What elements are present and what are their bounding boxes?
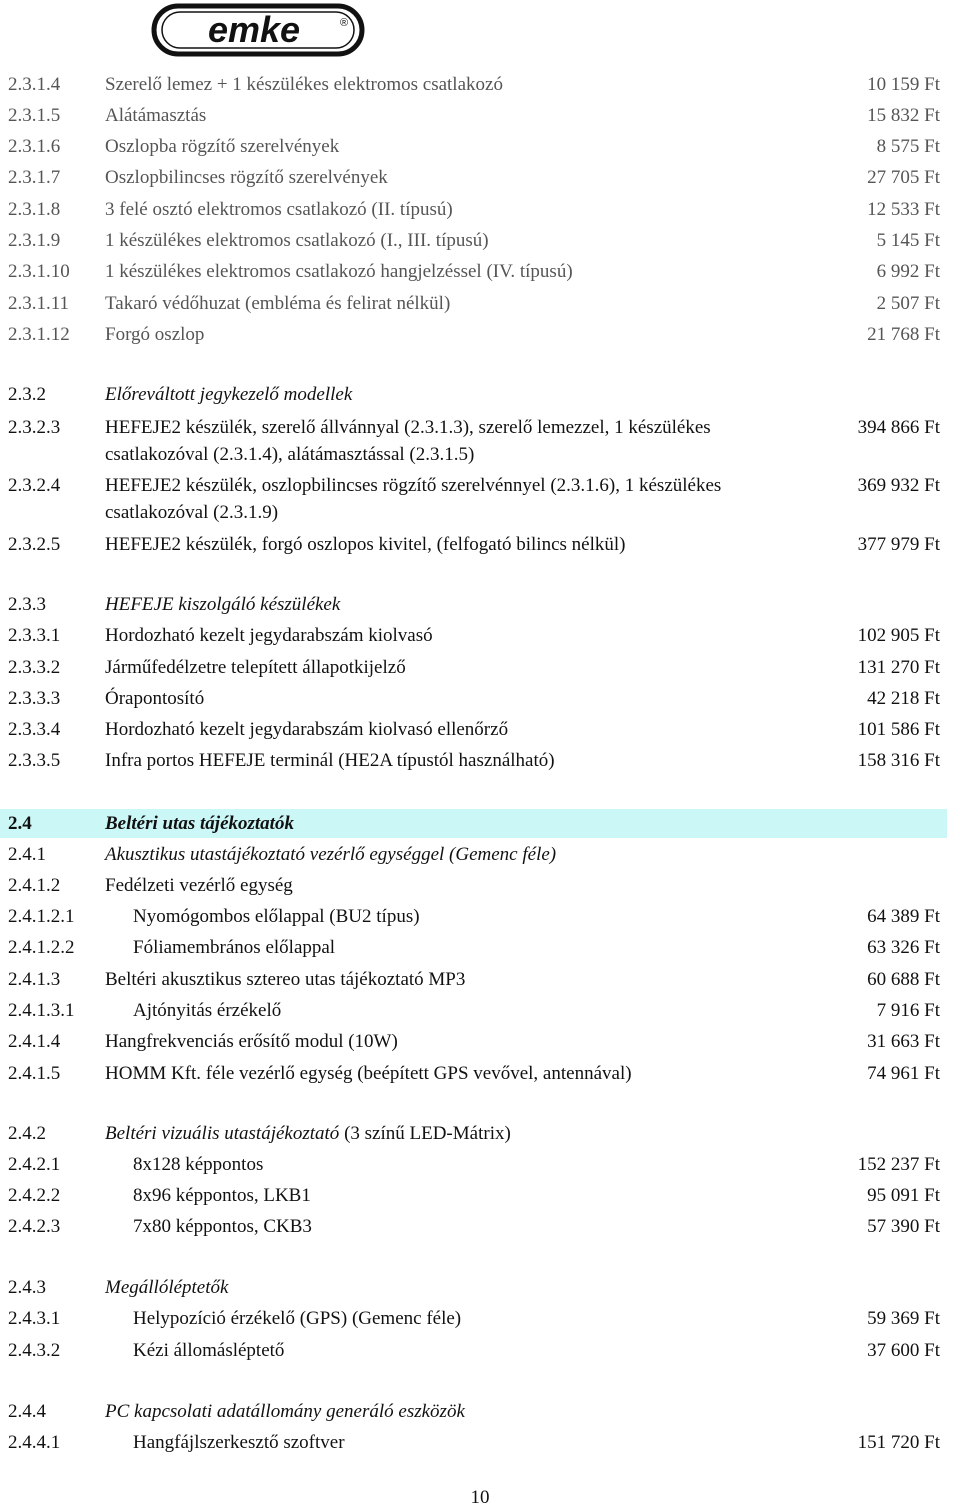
item-description: Beltéri akusztikus sztereo utas tájékoztató MP3 xyxy=(105,969,466,990)
item-number: 2.3.3.2 xyxy=(8,657,61,678)
item-description: Szerelő lemez + 1 készülékes elektromos csatlakozó xyxy=(105,74,503,95)
item-number: 2.3.2.3 xyxy=(8,417,61,438)
section-number: 2.4 xyxy=(8,813,32,834)
item-number: 2.4.3.1 xyxy=(8,1308,61,1329)
list-item xyxy=(0,163,960,193)
section-title: Megállóléptetők xyxy=(105,1277,229,1298)
item-description: HEFEJE2 készülék, szerelő állvánnyal (2.3.1.3), szerelő lemezzel, 1 készülékes csatlakozóval (2.3.1.4), alátámasztással (2.3.1.5) xyxy=(105,417,711,465)
list-item xyxy=(0,289,960,319)
list-item xyxy=(0,530,960,560)
item-price: 8 575 Ft xyxy=(876,136,940,157)
item-price: 5 145 Ft xyxy=(876,230,940,251)
item-number: 2.4.4.1 xyxy=(8,1432,61,1453)
list-item xyxy=(0,653,960,683)
item-number: 2.3.3.5 xyxy=(8,750,61,771)
list-item xyxy=(0,320,960,350)
list-item xyxy=(0,195,960,225)
item-price: 31 663 Ft xyxy=(867,1031,940,1052)
item-number: 2.4.1.5 xyxy=(8,1063,61,1084)
list-item xyxy=(0,1428,960,1458)
item-number: 2.4.2.2 xyxy=(8,1185,61,1206)
section-title-extra: (3 színű LED-Mátrix) xyxy=(339,1123,511,1144)
item-number: 2.4.1.2 xyxy=(8,875,61,896)
section-number: 2.4.3 xyxy=(8,1277,46,1298)
section-heading xyxy=(0,1397,960,1427)
item-description: Takaró védőhuzat (embléma és felirat nélkül) xyxy=(105,293,451,314)
list-item xyxy=(0,1150,960,1180)
item-price: 27 705 Ft xyxy=(867,167,940,188)
item-description: HEFEJE2 készülék, oszlopbilincses rögzítő szerelvénnyel (2.3.1.6), 1 készülékes csatlakozóval (2.3.1.9) xyxy=(105,475,722,523)
list-item xyxy=(0,746,960,776)
item-description: 3 felé osztó elektromos csatlakozó (II. típusú) xyxy=(105,199,453,220)
item-description: Oszlopba rögzítő szerelvények xyxy=(105,136,340,157)
item-description: Ajtónyitás érzékelő xyxy=(133,1000,282,1021)
registered-mark: ® xyxy=(340,17,349,29)
item-number: 2.4.1.3.1 xyxy=(8,1000,75,1021)
item-price: 158 316 Ft xyxy=(857,750,940,771)
emke-logo xyxy=(150,2,366,58)
item-number: 2.3.3.4 xyxy=(8,719,61,740)
item-number: 2.3.2.4 xyxy=(8,475,61,496)
item-description: Fóliamembrános előlappal xyxy=(133,937,336,958)
section-number: 2.3.3 xyxy=(8,594,46,615)
item-description: Hordozható kezelt jegydarabszám kiolvasó ellenőrző xyxy=(105,719,509,740)
list-item xyxy=(0,1181,960,1211)
list-item xyxy=(0,257,960,287)
item-price: 102 905 Ft xyxy=(857,625,940,646)
section-number: 2.4.1 xyxy=(8,844,46,865)
item-description: HOMM Kft. féle vezérlő egység (beépített GPS vevővel, antennával) xyxy=(105,1063,632,1084)
item-price: 2 507 Ft xyxy=(876,293,940,314)
item-description: Helypozíció érzékelő (GPS) (Gemenc féle) xyxy=(133,1308,462,1329)
item-description: Járműfedélzetre telepített állapotkijelző xyxy=(105,657,406,678)
item-description: 8x128 képpontos xyxy=(133,1154,264,1175)
item-number: 2.4.1.3 xyxy=(8,969,61,990)
item-number: 2.3.1.8 xyxy=(8,199,61,220)
item-number: 2.3.3.3 xyxy=(8,688,61,709)
section-title: HEFEJE kiszolgáló készülékek xyxy=(105,594,341,615)
item-description: 7x80 képpontos, CKB3 xyxy=(133,1216,312,1237)
section-number: 2.3.2 xyxy=(8,384,46,405)
item-price: 42 218 Ft xyxy=(867,688,940,709)
item-number: 2.4.1.2.1 xyxy=(8,906,75,927)
list-item xyxy=(0,933,960,963)
list-item xyxy=(0,965,960,995)
list-item xyxy=(0,1212,960,1242)
list-item xyxy=(0,715,960,745)
list-item xyxy=(0,226,960,256)
item-number: 2.3.1.7 xyxy=(8,167,61,188)
item-price: 394 866 Ft xyxy=(857,417,940,438)
list-item xyxy=(0,132,960,162)
item-price: 63 326 Ft xyxy=(867,937,940,958)
item-description: Infra portos HEFEJE terminál (HE2A típustól használható) xyxy=(105,750,555,771)
section-heading xyxy=(0,840,960,870)
item-price: 15 832 Ft xyxy=(867,105,940,126)
item-price: 12 533 Ft xyxy=(867,199,940,220)
item-number: 2.3.1.12 xyxy=(8,324,70,345)
list-item xyxy=(0,1304,960,1334)
item-description: 8x96 képpontos, LKB1 xyxy=(133,1185,311,1206)
section-number: 2.4.4 xyxy=(8,1401,46,1422)
item-description: Hordozható kezelt jegydarabszám kiolvasó xyxy=(105,625,433,646)
item-number: 2.3.1.11 xyxy=(8,293,70,314)
item-price: 37 600 Ft xyxy=(867,1340,940,1361)
item-number: 2.3.1.9 xyxy=(8,230,61,251)
list-item xyxy=(0,684,960,714)
section-heading xyxy=(0,1119,960,1149)
section-heading xyxy=(0,380,960,410)
item-number: 2.3.2.5 xyxy=(8,534,61,555)
page-number: 10 xyxy=(470,1487,490,1508)
item-price: 152 237 Ft xyxy=(857,1154,940,1175)
section-title: PC kapcsolati adatállomány generáló eszközök xyxy=(105,1401,465,1422)
item-price: 377 979 Ft xyxy=(857,534,940,555)
section-title xyxy=(105,1119,511,1149)
item-price: 131 270 Ft xyxy=(857,657,940,678)
item-price: 64 389 Ft xyxy=(867,906,940,927)
item-description: Órapontosító xyxy=(105,688,205,709)
item-price: 369 932 Ft xyxy=(857,475,940,496)
section-heading xyxy=(0,1273,960,1303)
item-price: 57 390 Ft xyxy=(867,1216,940,1237)
section-title: Előreváltott jegykezelő modellek xyxy=(105,384,353,405)
logo-wordmark: emke xyxy=(207,9,301,50)
section-heading xyxy=(0,590,960,620)
item-description: Alátámasztás xyxy=(105,105,207,126)
item-description: Fedélzeti vezérlő egység xyxy=(105,875,293,896)
list-item xyxy=(0,414,960,470)
item-price: 21 768 Ft xyxy=(867,324,940,345)
item-number: 2.4.1.2.2 xyxy=(8,937,75,958)
list-item xyxy=(0,621,960,651)
item-price: 151 720 Ft xyxy=(857,1432,940,1453)
item-price: 6 992 Ft xyxy=(876,261,940,282)
section-number: 2.4.2 xyxy=(8,1123,46,1144)
item-number: 2.4.2.1 xyxy=(8,1154,61,1175)
item-number: 2.3.3.1 xyxy=(8,625,61,646)
list-item xyxy=(0,70,960,100)
item-number: 2.3.1.4 xyxy=(8,74,61,95)
item-price: 60 688 Ft xyxy=(867,969,940,990)
list-item xyxy=(0,902,960,932)
item-number: 2.4.1.4 xyxy=(8,1031,61,1052)
item-description: Forgó oszlop xyxy=(105,324,205,345)
item-description: 1 készülékes elektromos csatlakozó hangjelzéssel (IV. típusú) xyxy=(105,261,573,282)
list-item xyxy=(0,996,960,1026)
item-price: 7 916 Ft xyxy=(876,1000,940,1021)
item-price: 10 159 Ft xyxy=(867,74,940,95)
item-description: Hangfrekvenciás erősítő modul (10W) xyxy=(105,1031,398,1052)
item-description: Hangfájlszerkesztő szoftver xyxy=(133,1432,345,1453)
item-description: Nyomógombos előlappal (BU2 típus) xyxy=(133,906,420,927)
section-heading xyxy=(0,809,960,839)
list-item xyxy=(0,1027,960,1057)
section-title: Beltéri utas tájékoztatók xyxy=(105,813,294,834)
list-item xyxy=(0,1336,960,1366)
item-number: 2.3.1.6 xyxy=(8,136,61,157)
item-price: 74 961 Ft xyxy=(867,1063,940,1084)
item-number: 2.4.3.2 xyxy=(8,1340,61,1361)
item-description: 1 készülékes elektromos csatlakozó (I., III. típusú) xyxy=(105,230,489,251)
item-description: HEFEJE2 készülék, forgó oszlopos kivitel, (felfogató bilincs nélkül) xyxy=(105,534,626,555)
item-price: 59 369 Ft xyxy=(867,1308,940,1329)
item-price: 101 586 Ft xyxy=(857,719,940,740)
list-item xyxy=(0,871,960,901)
item-price: 95 091 Ft xyxy=(867,1185,940,1206)
item-description: Kézi állomásléptető xyxy=(133,1340,285,1361)
section-title: Akusztikus utastájékoztató vezérlő egységgel (Gemenc féle) xyxy=(105,844,557,865)
item-number: 2.3.1.10 xyxy=(8,261,70,282)
item-number: 2.4.2.3 xyxy=(8,1216,61,1237)
section-title-main: Beltéri vizuális utastájékoztató xyxy=(105,1123,340,1144)
item-description: Oszlopbilincses rögzítő szerelvények xyxy=(105,167,388,188)
list-item xyxy=(0,1059,960,1089)
item-number: 2.3.1.5 xyxy=(8,105,61,126)
list-item xyxy=(0,101,960,131)
list-item xyxy=(0,472,960,528)
